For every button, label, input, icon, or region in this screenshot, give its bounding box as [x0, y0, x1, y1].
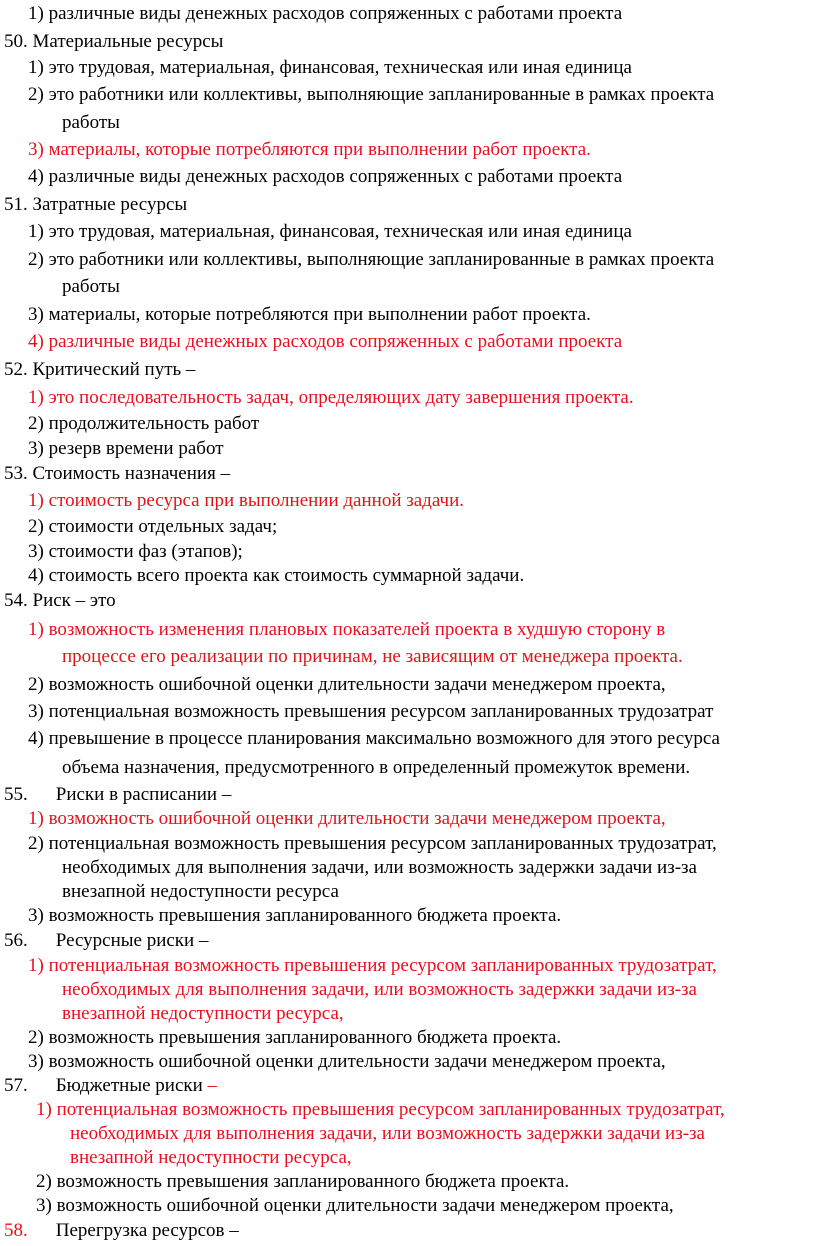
option-number: 1) [28, 490, 44, 511]
answer-option [28, 438, 224, 460]
answer-option [36, 1195, 674, 1217]
answer-option [28, 728, 720, 750]
option-number: 1) [28, 955, 44, 976]
question-text: Ресурсные риски – [55, 930, 209, 951]
option-number: 1) [28, 808, 44, 829]
answer-option [28, 57, 632, 79]
option-number: 3) [28, 701, 44, 722]
answer-option [28, 249, 714, 271]
answer-option [28, 674, 666, 696]
option-text: продолжительность работ [48, 413, 260, 434]
answer-option [28, 905, 561, 927]
option-number: 3) [28, 438, 44, 459]
option-number: 3) [28, 1051, 44, 1072]
question-heading [4, 463, 230, 485]
option-text: потенциальная возможность превышения ресурсом запланированных трудозатрат, [48, 833, 717, 854]
option-text: это работники или коллективы, выполняющие запланированные в рамках проекта [48, 249, 715, 270]
question-number: 52. [4, 359, 28, 380]
option-text: это трудовая, материальная, финансовая, техническая или иная единица [48, 221, 632, 242]
question-text: Риск – это [32, 590, 116, 611]
answer-option [28, 565, 524, 587]
question-heading [4, 1075, 217, 1097]
option-text: превышение в процессе планирования максимально возможного для этого ресурса [48, 728, 720, 749]
option-continuation [62, 276, 120, 298]
answer-option [28, 1027, 561, 1049]
option-text: процессе его реализации по причинам, не зависящим от менеджера проекта. [62, 646, 683, 667]
option-text: потенциальная возможность превышения ресурсом запланированных трудозатрат, [48, 955, 717, 976]
option-text: работы [62, 112, 120, 133]
answer-option [36, 1171, 569, 1193]
correct-answer-option [28, 619, 665, 641]
option-number: 4) [28, 166, 44, 187]
option-text: стоимости отдельных задач; [48, 516, 278, 537]
question-heading [4, 1220, 239, 1242]
option-continuation [62, 979, 697, 1001]
question-number: 51. [4, 194, 28, 215]
question-number: 53. [4, 463, 28, 484]
option-number: 2) [28, 413, 44, 434]
option-text: необходимых для выполнения задачи, или возможность задержки задачи из-за [70, 1123, 705, 1144]
answer-option [28, 701, 713, 723]
option-continuation [62, 1003, 344, 1025]
option-number: 1) [28, 619, 44, 640]
question-number: 57. [4, 1075, 28, 1096]
question-text: Материальные ресурсы [32, 31, 224, 52]
answer-option [28, 221, 632, 243]
option-text: стоимость всего проекта как стоимость суммарной задачи. [48, 565, 525, 586]
option-number: 3) [28, 541, 44, 562]
question-heading [4, 194, 187, 216]
answer-option [28, 166, 622, 188]
option-number: 2) [28, 833, 44, 854]
option-number: 2) [28, 249, 44, 270]
option-continuation [70, 1123, 705, 1145]
option-text: различные виды денежных расходов сопряженных с работами проекта [48, 3, 623, 24]
answer-option [28, 833, 717, 855]
option-number: 2) [28, 674, 44, 695]
option-continuation [62, 857, 697, 879]
option-text: различные виды денежных расходов сопряженных с работами проекта [48, 331, 623, 352]
question-heading [4, 31, 223, 53]
option-text: стоимости фаз (этапов); [48, 541, 243, 562]
option-text: потенциальная возможность превышения ресурсом запланированных трудозатрат, [56, 1099, 725, 1120]
option-continuation [62, 881, 339, 903]
question-heading [4, 359, 195, 381]
correct-answer-option [36, 1099, 725, 1121]
option-text: необходимых для выполнения задачи, или возможность задержки задачи из-за [62, 857, 697, 878]
option-number: 3) [28, 905, 44, 926]
answer-option [28, 541, 243, 563]
question-number: 50. [4, 31, 28, 52]
option-text: это трудовая, материальная, финансовая, техническая или иная единица [48, 57, 632, 78]
question-number: 55. [4, 784, 28, 805]
question-text: Риски в расписании – [55, 784, 232, 805]
question-heading [4, 590, 116, 612]
question-number: 58. [4, 1220, 28, 1241]
option-text: возможность ошибочной оценки длительности задачи менеджером проекта, [48, 1051, 666, 1072]
option-text: возможность превышения запланированного бюджета проекта. [48, 905, 562, 926]
option-text: потенциальная возможность превышения ресурсом запланированных трудозатрат [48, 701, 714, 722]
option-text: необходимых для выполнения задачи, или возможность задержки задачи из-за [62, 979, 697, 1000]
option-number: 2) [28, 1027, 44, 1048]
question-text: Перегрузка ресурсов – [55, 1220, 239, 1241]
option-number: 1) [28, 57, 44, 78]
option-text: возможность ошибочной оценки длительности задачи менеджером проекта, [56, 1195, 674, 1216]
option-text: работы [62, 276, 120, 297]
option-text: это последовательность задач, определяющих дату завершения проекта. [48, 387, 634, 408]
correct-answer-option [28, 955, 717, 977]
correct-answer-option [28, 331, 622, 353]
option-number: 2) [28, 516, 44, 537]
option-number: 1) [28, 387, 44, 408]
option-number: 4) [28, 565, 44, 586]
question-number: 56. [4, 930, 28, 951]
question-text: Стоимость назначения – [32, 463, 231, 484]
option-text: возможность изменения плановых показателей проекта в худшую сторону в [48, 619, 666, 640]
option-continuation [62, 112, 120, 134]
option-text: внезапной недоступности ресурса [62, 881, 339, 902]
option-number: 2) [28, 84, 44, 105]
option-number: 4) [28, 331, 44, 352]
question-text: Критический путь – [32, 359, 196, 380]
option-text: это работники или коллективы, выполняющие запланированные в рамках проекта [48, 84, 715, 105]
option-text: стоимость ресурса при выполнении данной задачи. [48, 490, 464, 511]
correct-answer-option [28, 808, 666, 830]
question-heading [4, 784, 231, 806]
option-continuation [62, 646, 683, 668]
option-text: возможность превышения запланированного бюджета проекта. [48, 1027, 562, 1048]
correct-answer-option [28, 490, 464, 512]
option-text: возможность ошибочной оценки длительности задачи менеджером проекта, [48, 808, 666, 829]
option-text: объема назначения, предусмотренного в определенный промежуток времени. [62, 757, 691, 778]
option-number: 3) [28, 139, 44, 160]
question-number: 54. [4, 590, 28, 611]
answer-option [28, 1051, 666, 1073]
question-dash: – [202, 1075, 218, 1096]
option-text: внезапной недоступности ресурса, [70, 1147, 352, 1168]
question-heading [4, 930, 208, 952]
answer-option [28, 516, 277, 538]
option-text: резерв времени работ [48, 438, 224, 459]
option-text: материалы, которые потребляются при выполнении работ проекта. [48, 304, 591, 325]
option-text: возможность превышения запланированного бюджета проекта. [56, 1171, 570, 1192]
answer-option [28, 84, 714, 106]
answer-option [28, 304, 591, 326]
option-text: различные виды денежных расходов сопряженных с работами проекта [48, 166, 623, 187]
question-text: Затратные ресурсы [32, 194, 188, 215]
answer-option [28, 413, 259, 435]
correct-answer-option [28, 139, 591, 161]
option-number: 2) [36, 1171, 52, 1192]
option-number: 3) [28, 304, 44, 325]
option-continuation [62, 757, 690, 779]
option-text: внезапной недоступности ресурса, [62, 1003, 344, 1024]
answer-option [28, 3, 622, 25]
question-text: Бюджетные риски [55, 1075, 203, 1096]
correct-answer-option [28, 387, 634, 409]
option-number: 1) [28, 3, 44, 24]
option-number: 1) [28, 221, 44, 242]
option-number: 3) [36, 1195, 52, 1216]
option-number: 1) [36, 1099, 52, 1120]
option-text: материалы, которые потребляются при выполнении работ проекта. [48, 139, 591, 160]
option-continuation [70, 1147, 352, 1169]
option-number: 4) [28, 728, 44, 749]
option-text: возможность ошибочной оценки длительности задачи менеджером проекта, [48, 674, 666, 695]
